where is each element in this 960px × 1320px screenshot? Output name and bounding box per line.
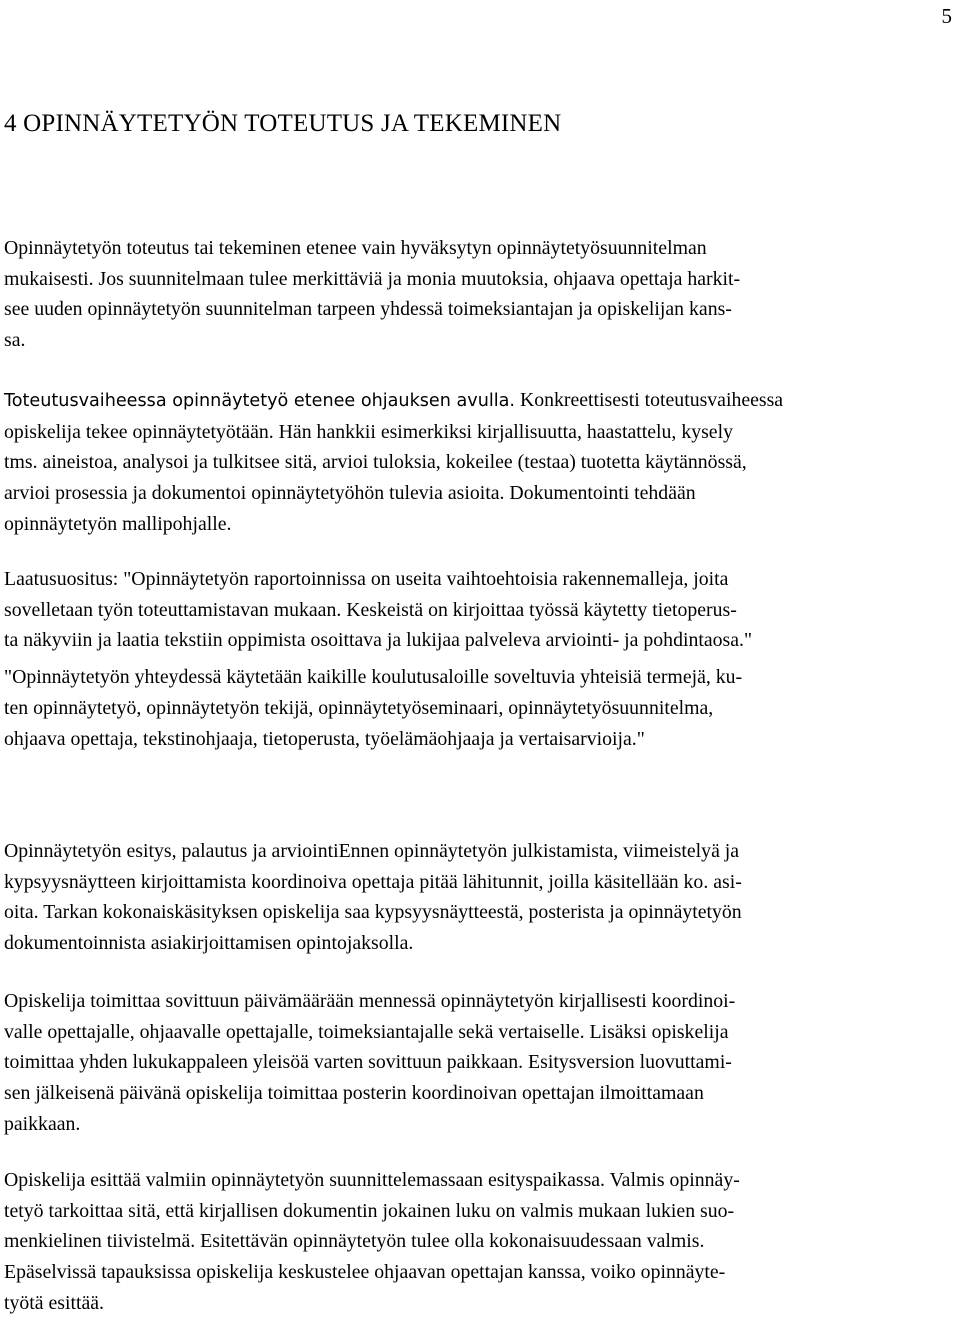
text-line: "Opinnäytetyön yhteydessä käytetään kaikille koulutusaloille soveltuvia yhteisiä termejä, ku- bbox=[4, 666, 743, 689]
chapter-heading: 4 OPINNÄYTETYÖN TOTEUTUS JA TEKEMINEN bbox=[4, 110, 562, 137]
text-line: ten opinnäytetyö, opinnäytetyön tekijä, opinnäytetyöseminaari, opinnäytetyösuunnitelma, bbox=[4, 696, 714, 719]
text-line: sovelletaan työn toteuttamistavan mukaan. Keskeistä on kirjoittaa työssä käytetty tietoperus- bbox=[4, 598, 737, 621]
text-line: Epäselvissä tapauksissa opiskelija keskustelee ohjaavan opettajan kanssa, voiko opinnäyte- bbox=[4, 1261, 726, 1284]
text-line: toimittaa yhden lukukappaleen yleisöä varten sovittuun paikkaan. Esitysversion luovuttami- bbox=[4, 1051, 732, 1074]
page-number: 5 bbox=[941, 4, 952, 28]
paragraph-presentation bbox=[4, 1165, 952, 1319]
paragraph-implementation-phase bbox=[4, 385, 952, 540]
text-line: oita. Tarkan kokonaiskäsityksen opiskelija saa kypsyysnäytteestä, posterista ja opinnäytetyön bbox=[4, 901, 742, 924]
text-line: työtä esittää. bbox=[4, 1291, 104, 1314]
text-line: mukaisesti. Jos suunnitelmaan tulee merkittäviä ja monia muutoksia, ohjaava opettaja harkit- bbox=[4, 267, 741, 290]
text-line: tetyö tarkoittaa sitä, että kirjallisen dokumentin jokainen luku on valmis mukaan lukien suo- bbox=[4, 1199, 735, 1222]
paragraph-presentation-submission bbox=[4, 836, 952, 959]
text-line: sen jälkeisenä päivänä opiskelija toimittaa posterin koordinoivan opettajan ilmoittamaan bbox=[4, 1082, 704, 1105]
text-line: opinnäytetyön mallipohjalle. bbox=[4, 512, 232, 535]
text-line bbox=[4, 385, 952, 417]
text-line: Opinnäytetyön toteutus tai tekeminen etenee vain hyväksytyn opinnäytetyösuunnitelman bbox=[4, 237, 707, 259]
text-line: kypsyysnäytteen kirjoittamista koordinoiva opettaja pitää lähitunnit, joilla käsitellään ko. asi- bbox=[4, 870, 742, 893]
text-line: Opiskelija toimittaa sovittuun päivämäärään mennessä opinnäytetyön kirjallisesti koordinoi- bbox=[4, 990, 736, 1012]
text-line: opiskelija tekee opinnäytetyötään. Hän hankkii esimerkiksi kirjallisuutta, haastattelu, kysely bbox=[4, 420, 733, 443]
text-line: Laatusuositus: "Opinnäytetyön raportoinnissa on useita vaihtoehtoisia rakennemalleja, joita bbox=[4, 568, 729, 590]
paragraph-delivery bbox=[4, 986, 952, 1140]
text-line: ohjaava opettaja, tekstinohjaaja, tietoperusta, työelämäohjaaja ja vertaisarvioija." bbox=[4, 727, 645, 750]
text-segment: Konkreettisesti toteutusvaiheessa bbox=[515, 389, 784, 411]
text-line: tms. aineistoa, analysoi ja tulkitsee sitä, arvioi tuloksia, kokeilee (testaa) tuotetta käytännössä, bbox=[4, 451, 747, 474]
text-line: arvioi prosessia ja dokumentoi opinnäytetyöhön tulevia asioita. Dokumentointi tehdään bbox=[4, 482, 696, 505]
text-line: ta näkyviin ja laatia tekstiin oppimista osoittava ja lukijaa palveleva arviointi- ja pohdintaosa." bbox=[4, 629, 753, 652]
sans-text-segment: Toteutusvaiheessa opinnäytetyö etenee ohjauksen avulla. bbox=[4, 391, 515, 411]
text-line: sa. bbox=[4, 329, 26, 352]
text-line: dokumentoinnista asiakirjoittamisen opintojaksolla. bbox=[4, 932, 414, 955]
text-line: paikkaan. bbox=[4, 1112, 81, 1135]
text-line: menkielinen tiivistelmä. Esitettävän opinnäytetyön tulee olla kokonaisuudessaan valmis. bbox=[4, 1230, 705, 1253]
text-line: valle opettajalle, ohjaavalle opettajalle, toimeksiantajalle sekä vertaiselle. Lisäksi opiskelija bbox=[4, 1020, 729, 1043]
text-line: see uuden opinnäytetyön suunnitelman tarpeen yhdessä toimeksiantajan ja opiskelijan kans- bbox=[4, 298, 732, 321]
text-line: Opiskelija esittää valmiin opinnäytetyön suunnittelemassaan esityspaikassa. Valmis opinnäy- bbox=[4, 1169, 740, 1191]
paragraph-plan-adherence bbox=[4, 233, 952, 356]
paragraph-quality-recommendation bbox=[4, 564, 952, 754]
text-line: Opinnäytetyön esitys, palautus ja arviointiEnnen opinnäytetyön julkistamista, viimeistelyä ja bbox=[4, 840, 740, 862]
